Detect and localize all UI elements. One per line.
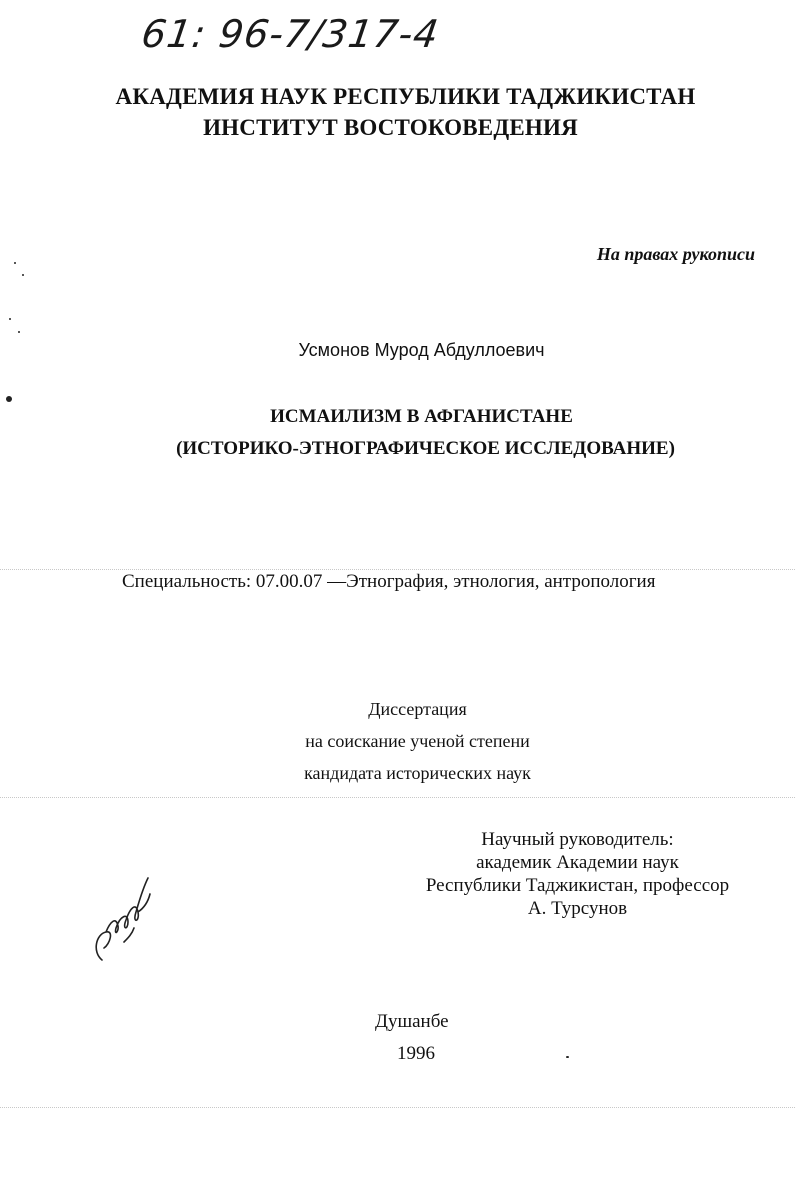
- supervisor-title: академик Академии наук: [476, 852, 679, 873]
- rights-note: На правах рукописи: [596, 244, 755, 264]
- scan-artifact-line: [0, 1107, 795, 1108]
- supervisor-block: [405, 828, 750, 920]
- degree-line: на соискание ученой степени: [305, 731, 530, 751]
- scan-speck: [9, 318, 11, 320]
- organization-institute: ИНСТИТУТ ВОСТОКОВЕДЕНИЯ: [203, 115, 578, 140]
- handwritten-signature: [88, 872, 158, 972]
- scan-speck: [6, 396, 12, 402]
- scan-speck: [22, 274, 24, 276]
- degree-name: кандидата исторических наук: [304, 763, 531, 783]
- scan-speck: [18, 331, 20, 333]
- supervisor-affiliation: Республики Таджикистан, профессор: [425, 875, 730, 896]
- year: 1996: [397, 1043, 435, 1064]
- city: Душанбе: [375, 1011, 449, 1032]
- scan-speck: [566, 1056, 569, 1058]
- dissertation-label: Диссертация: [368, 699, 467, 719]
- dissertation-title: ИСМАИЛИЗМ В АФГАНИСТАНЕ: [270, 406, 573, 427]
- dissertation-subtitle: (ИСТОРИКО-ЭТНОГРАФИЧЕСКОЕ ИССЛЕДОВАНИЕ): [176, 438, 675, 459]
- author-name: Усмонов Мурод Абдуллоевич: [298, 340, 545, 360]
- specialty-line: Специальность: 07.00.07 —Этнография, этнология, антропология: [122, 571, 656, 592]
- archive-number: 61: 96-7/317-4: [138, 12, 442, 56]
- scan-artifact-line: [0, 797, 795, 798]
- supervisor-name: А. Турсунов: [527, 898, 628, 919]
- organization-academy: АКАДЕМИЯ НАУК РЕСПУБЛИКИ ТАДЖИКИСТАН: [115, 84, 696, 109]
- scan-artifact-line: [0, 569, 795, 570]
- supervisor-label: Научный руководитель:: [481, 829, 674, 850]
- scan-speck: [14, 262, 16, 264]
